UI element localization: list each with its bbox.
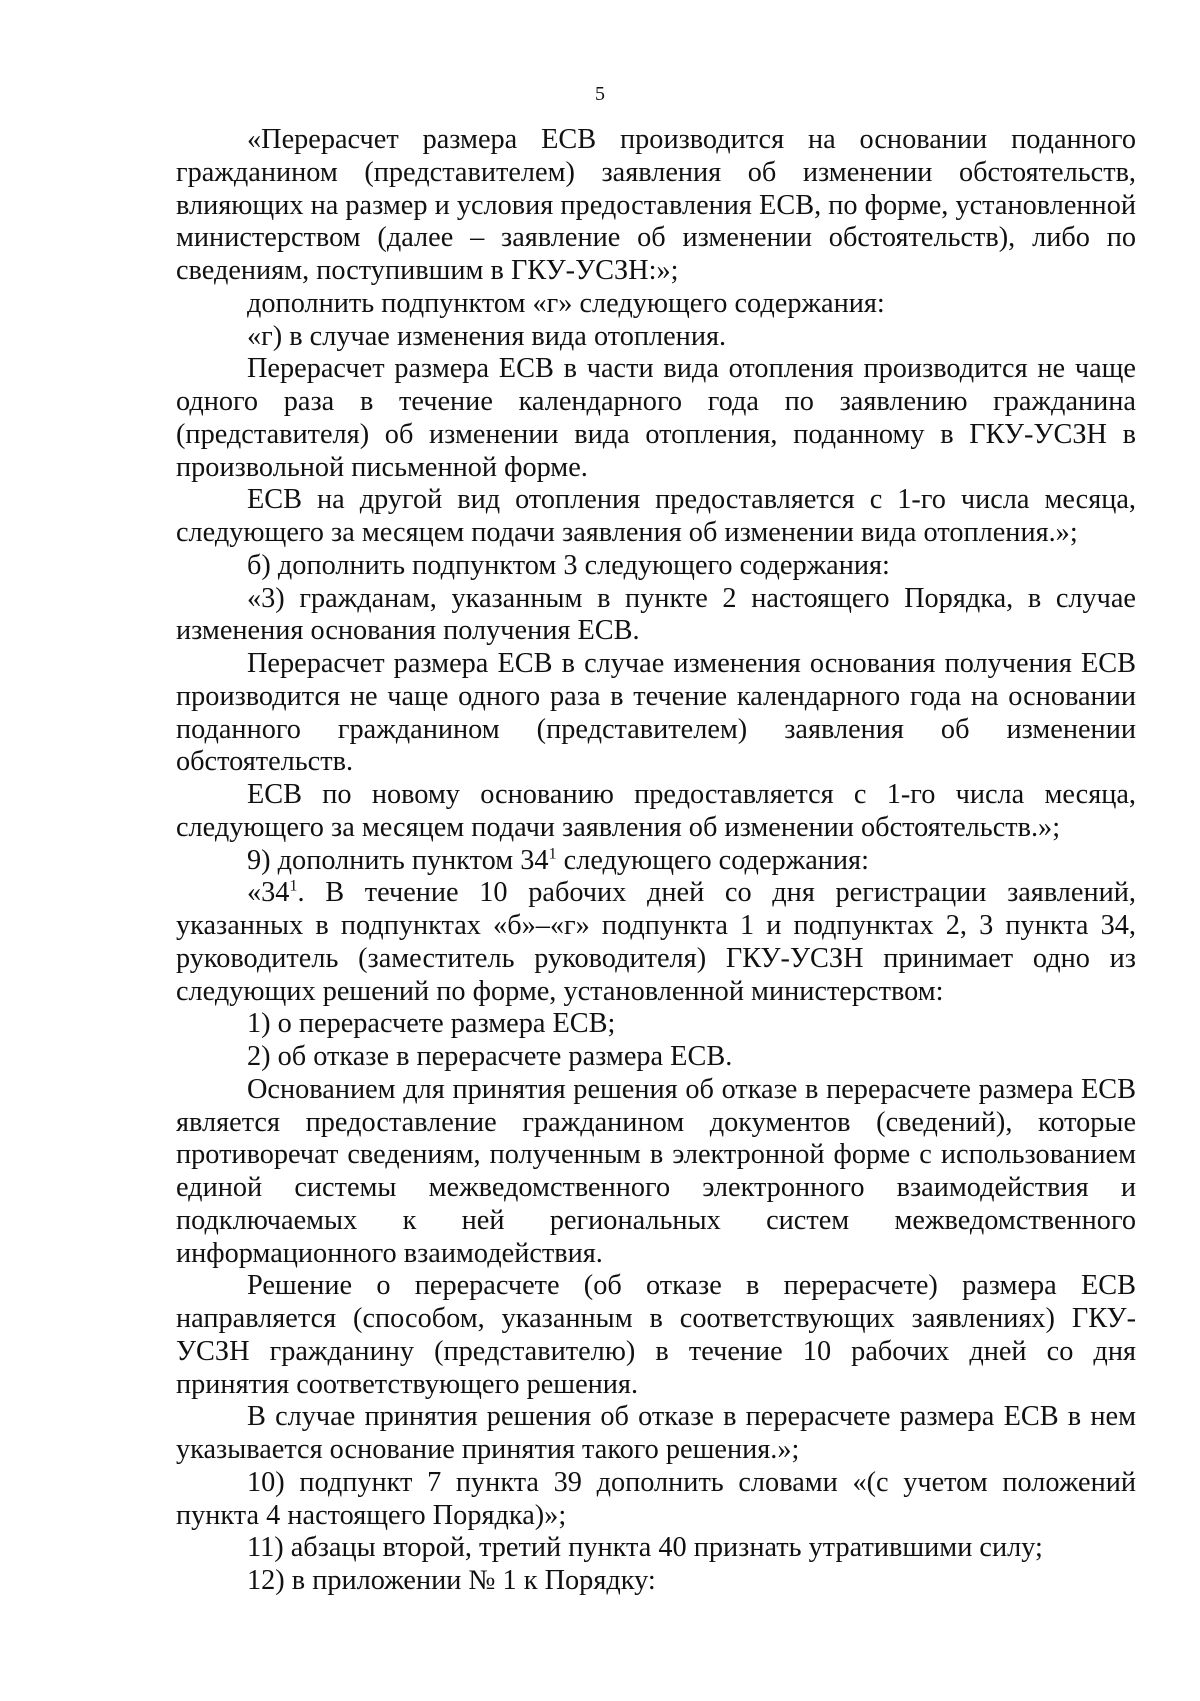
page-number: 5 bbox=[595, 83, 605, 105]
paragraph: 10) подпункт 7 пункта 39 дополнить словами «(с учетом положений пункта 4 настоящего Порядка)»; bbox=[176, 1466, 1136, 1531]
paragraph: Решение о перерасчете (об отказе в перерасчете) размера ЕСВ направляется (способом, указанным в соответствующих заявлениях) ГКУ-УСЗН гражданину (представителю) в течение 10 рабочих дней со дня принятия соответствующего решения. bbox=[176, 1270, 1136, 1400]
paragraph: ЕСВ на другой вид отопления предоставляется с 1-го числа месяца, следующего за месяцем подачи заявления об изменении вида отопления.»; bbox=[176, 484, 1136, 548]
paragraph: 11) абзацы второй, третий пункта 40 признать утратившими силу; bbox=[247, 1532, 1043, 1564]
paragraph: ЕСВ по новому основанию предоставляется с 1-го числа месяца, следующего за месяцем подачи заявления об изменении обстоятельств.»; bbox=[176, 779, 1136, 843]
paragraph-item-9 bbox=[176, 845, 1136, 878]
paragraph: В случае принятия решения об отказе в перерасчете размера ЕСВ в нем указывается основание принятия такого решения.»; bbox=[176, 1401, 1136, 1465]
paragraph-text: следующего содержания: bbox=[556, 844, 869, 876]
paragraph-text: «34 bbox=[247, 877, 290, 909]
paragraph: «Перерасчет размера ЕСВ производится на основании поданного гражданином (представителем) заявления об изменении обстоятельств, влияющих на размер и условия предоставления ЕСВ, по форме, установленной министерством (далее – заявление об изменении обстоятельств), либо по сведениям, поступившим в ГКУ-УСЗН:»; bbox=[176, 124, 1136, 286]
paragraph-point-34-1 bbox=[176, 877, 1136, 1008]
paragraph: б) дополнить подпунктом 3 следующего содержания: bbox=[247, 549, 890, 581]
paragraph: 1) о перерасчете размера ЕСВ; bbox=[247, 1008, 616, 1040]
paragraph: «3) гражданам, указанным в пункте 2 настоящего Порядка, в случае изменения основания получения ЕСВ. bbox=[176, 582, 1136, 647]
paragraph-text: 9) дополнить пунктом 34 bbox=[247, 844, 549, 876]
paragraph: 2) об отказе в перерасчете размера ЕСВ. bbox=[247, 1041, 733, 1072]
superscript: 1 bbox=[548, 845, 557, 863]
paragraph: дополнить подпунктом «г» следующего содержания: bbox=[247, 287, 885, 319]
paragraph: «г) в случае изменения вида отопления. bbox=[247, 320, 727, 352]
paragraph: Основанием для принятия решения об отказе в перерасчете размера ЕСВ является предоставление гражданином документов (сведений), которые противоречат сведениям, полученным в электронной форме с использованием единой системы межведомственного электронного взаимодействия и подключаемых к ней региональных систем межведомственного информационного взаимодействия. bbox=[176, 1073, 1136, 1269]
paragraph: 12) в приложении № 1 к Порядку: bbox=[247, 1565, 656, 1596]
document-body bbox=[176, 124, 1136, 1598]
paragraph-text: . В течение 10 рабочих дней со дня регистрации заявлений, указанных в подпунктах «б»–«г» подпункта 1 и подпунктах 2, 3 пункта 34, руководитель (заместитель руководителя) ГКУ-УСЗН принимает одно из следующих решений по форме, установленной министерством: bbox=[176, 877, 1136, 1007]
paragraph: Перерасчет размера ЕСВ в случае изменения основания получения ЕСВ производится не чаще одного раза в течение календарного года на основании поданного гражданином (представителем) заявления об изменении обстоятельств. bbox=[176, 648, 1136, 778]
superscript: 1 bbox=[289, 877, 298, 895]
paragraph: Перерасчет размера ЕСВ в части вида отопления производится не чаще одного раза в течение календарного года по заявлению гражданина (представителя) об изменении вида отопления, поданному в ГКУ-УСЗН в произвольной письменной форме. bbox=[176, 353, 1136, 483]
